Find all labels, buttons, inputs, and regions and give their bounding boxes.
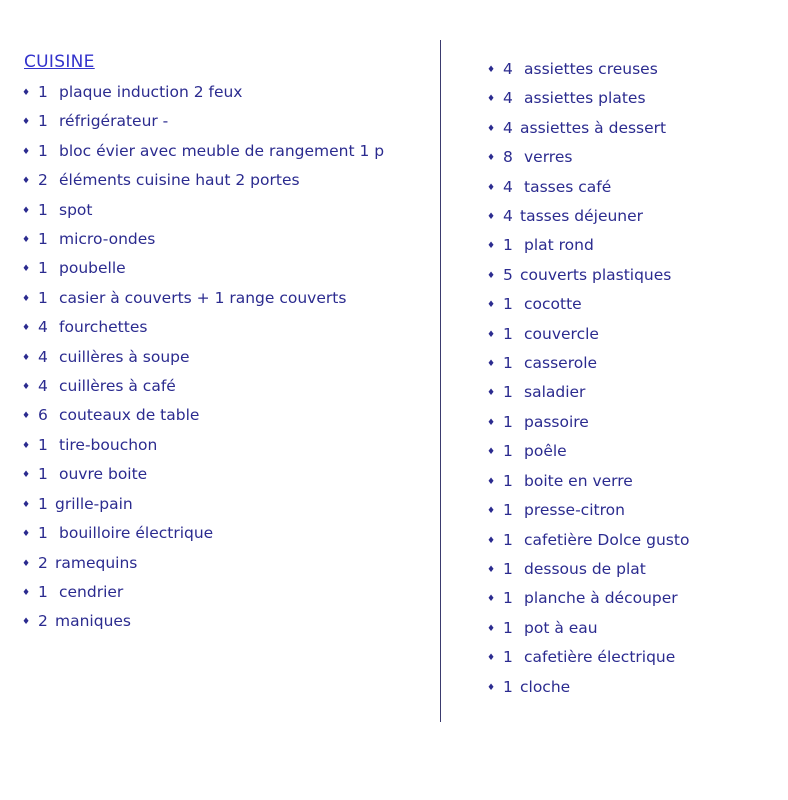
item-label: réfrigérateur -	[59, 112, 169, 131]
diamond-bullet-icon: ♦	[487, 270, 496, 281]
item-label: grille-pain	[55, 494, 133, 513]
list-item	[22, 79, 440, 108]
list-item	[22, 167, 440, 196]
item-quantity: 5	[503, 265, 513, 284]
list-item	[487, 615, 788, 644]
item-quantity: 1	[503, 618, 513, 637]
list-item	[22, 432, 440, 461]
diamond-bullet-icon: ♦	[22, 176, 31, 187]
list-item	[487, 321, 788, 350]
item-quantity: 1	[38, 141, 48, 160]
diamond-bullet-icon: ♦	[487, 241, 496, 252]
list-item	[487, 674, 788, 703]
diamond-bullet-icon: ♦	[22, 617, 31, 628]
list-item	[22, 138, 440, 167]
list-item	[487, 174, 788, 203]
list-item	[22, 108, 440, 137]
diamond-bullet-icon: ♦	[487, 359, 496, 370]
list-item	[22, 285, 440, 314]
list-item	[22, 197, 440, 226]
diamond-bullet-icon: ♦	[487, 447, 496, 458]
item-quantity: 6	[38, 406, 48, 425]
list-item	[22, 344, 440, 373]
diamond-bullet-icon: ♦	[487, 65, 496, 75]
diamond-bullet-icon: ♦	[22, 352, 31, 363]
diamond-bullet-icon: ♦	[487, 653, 496, 664]
item-quantity: 1	[38, 494, 48, 513]
diamond-bullet-icon: ♦	[487, 535, 496, 546]
item-label: maniques	[55, 612, 132, 631]
item-quantity: 1	[38, 524, 48, 543]
item-label: cafetière Dolce gusto	[524, 530, 690, 549]
item-label: poubelle	[59, 259, 126, 278]
list-item	[22, 373, 440, 402]
item-label: cendrier	[59, 582, 124, 601]
item-quantity: 4	[38, 347, 48, 366]
diamond-bullet-icon: ♦	[22, 499, 31, 510]
item-quantity: 1	[38, 435, 48, 454]
list-item	[487, 115, 788, 144]
item-label: assiettes à dessert	[520, 118, 667, 137]
list-item	[487, 232, 788, 261]
item-label: tire-bouchon	[59, 435, 158, 454]
item-label: bloc évier avec meuble de rangement 1 p	[59, 141, 385, 160]
list-item	[487, 144, 788, 173]
item-quantity: 1	[38, 200, 48, 219]
item-label: couvercle	[524, 324, 599, 343]
diamond-bullet-icon: ♦	[22, 440, 31, 451]
item-quantity: 1	[38, 288, 48, 307]
diamond-bullet-icon: ♦	[22, 529, 31, 540]
item-label: ouvre boite	[59, 465, 148, 484]
item-label: casier à couverts + 1 range couverts	[59, 288, 347, 307]
diamond-bullet-icon: ♦	[487, 300, 496, 311]
item-quantity: 1	[38, 582, 48, 601]
item-label: cuillères à soupe	[59, 347, 190, 366]
item-quantity: 4	[503, 177, 513, 196]
item-quantity: 4	[503, 207, 513, 226]
item-quantity: 4	[503, 89, 513, 108]
item-label: plaque induction 2 feux	[59, 83, 243, 101]
diamond-bullet-icon: ♦	[487, 123, 496, 134]
item-quantity: 4	[38, 377, 48, 396]
list-item	[487, 379, 788, 408]
list-item	[487, 262, 788, 291]
diamond-bullet-icon: ♦	[22, 470, 31, 481]
diamond-bullet-icon: ♦	[22, 264, 31, 275]
diamond-bullet-icon: ♦	[487, 417, 496, 428]
item-label: tasses café	[524, 177, 612, 196]
list-item	[487, 556, 788, 585]
list-item	[22, 579, 440, 608]
list-item	[487, 409, 788, 438]
list-item	[22, 608, 440, 637]
list-item	[487, 497, 788, 526]
item-label: saladier	[524, 383, 586, 402]
list-item	[22, 491, 440, 520]
item-quantity: 1	[38, 259, 48, 278]
diamond-bullet-icon: ♦	[487, 682, 496, 693]
item-quantity: 2	[38, 553, 48, 572]
list-item	[22, 314, 440, 343]
list-item	[22, 226, 440, 255]
item-label: éléments cuisine haut 2 portes	[59, 171, 300, 190]
list-item	[22, 520, 440, 549]
diamond-bullet-icon: ♦	[487, 329, 496, 340]
item-quantity: 1	[503, 530, 513, 549]
item-label: fourchettes	[59, 318, 148, 337]
item-quantity: 1	[503, 236, 513, 255]
item-quantity: 1	[503, 648, 513, 667]
item-quantity: 4	[503, 60, 513, 78]
list-item	[487, 438, 788, 467]
item-quantity: 1	[38, 230, 48, 249]
item-quantity: 1	[503, 471, 513, 490]
item-quantity: 1	[38, 112, 48, 131]
item-label: cafetière électrique	[524, 648, 676, 667]
item-label: dessous de plat	[524, 559, 646, 578]
item-label: cocotte	[524, 295, 582, 314]
diamond-bullet-icon: ♦	[22, 205, 31, 216]
diamond-bullet-icon: ♦	[22, 146, 31, 157]
diamond-bullet-icon: ♦	[22, 323, 31, 334]
right-column	[441, 0, 788, 703]
item-label: poêle	[524, 442, 567, 461]
item-quantity: 1	[503, 383, 513, 402]
list-item	[487, 585, 788, 614]
list-item	[22, 461, 440, 490]
list-item	[22, 402, 440, 431]
item-label: presse-citron	[524, 501, 625, 520]
diamond-bullet-icon: ♦	[22, 382, 31, 393]
item-label: couteaux de table	[59, 406, 200, 425]
item-label: passoire	[524, 412, 589, 431]
item-quantity: 4	[38, 318, 48, 337]
diamond-bullet-icon: ♦	[22, 117, 31, 128]
item-quantity: 1	[503, 677, 513, 696]
item-quantity: 1	[503, 354, 513, 373]
item-label: pot à eau	[524, 618, 598, 637]
diamond-bullet-icon: ♦	[487, 212, 496, 223]
kitchen-inventory-list-left	[22, 79, 440, 638]
diamond-bullet-icon: ♦	[22, 88, 31, 98]
list-item	[487, 291, 788, 320]
item-label: bouilloire électrique	[59, 524, 214, 543]
item-label: casserole	[524, 354, 598, 373]
list-item	[487, 56, 788, 85]
item-label: spot	[59, 200, 93, 219]
kitchen-inventory-list-right	[487, 56, 788, 703]
list-item	[487, 527, 788, 556]
diamond-bullet-icon: ♦	[22, 558, 31, 569]
diamond-bullet-icon: ♦	[487, 182, 496, 193]
diamond-bullet-icon: ♦	[22, 411, 31, 422]
list-item	[487, 85, 788, 114]
diamond-bullet-icon: ♦	[487, 564, 496, 575]
item-quantity: 1	[38, 465, 48, 484]
item-label: assiettes creuses	[524, 60, 658, 78]
item-quantity: 2	[38, 171, 48, 190]
diamond-bullet-icon: ♦	[22, 293, 31, 304]
item-quantity: 4	[503, 118, 513, 137]
item-quantity: 1	[38, 83, 48, 101]
item-label: ramequins	[55, 553, 138, 572]
diamond-bullet-icon: ♦	[22, 235, 31, 246]
item-label: assiettes plates	[524, 89, 646, 108]
item-label: plat rond	[524, 236, 594, 255]
item-quantity: 1	[503, 589, 513, 608]
list-item	[487, 350, 788, 379]
item-quantity: 8	[503, 148, 513, 167]
list-item	[487, 468, 788, 497]
item-label: planche à découper	[524, 589, 678, 608]
item-label: verres	[524, 148, 573, 167]
diamond-bullet-icon: ♦	[487, 94, 496, 105]
list-item	[487, 203, 788, 232]
item-label: tasses déjeuner	[520, 207, 644, 226]
item-label: boite en verre	[524, 471, 633, 490]
diamond-bullet-icon: ♦	[487, 506, 496, 517]
item-label: micro-ondes	[59, 230, 156, 249]
diamond-bullet-icon: ♦	[487, 153, 496, 164]
list-item	[487, 644, 788, 673]
diamond-bullet-icon: ♦	[487, 623, 496, 634]
item-label: couverts plastiques	[520, 265, 672, 284]
list-item	[22, 255, 440, 284]
diamond-bullet-icon: ♦	[487, 388, 496, 399]
item-quantity: 2	[38, 612, 48, 631]
diamond-bullet-icon: ♦	[487, 476, 496, 487]
item-quantity: 1	[503, 501, 513, 520]
list-item	[22, 550, 440, 579]
item-quantity: 1	[503, 442, 513, 461]
item-quantity: 1	[503, 324, 513, 343]
page-title: CUISINE	[24, 52, 95, 72]
left-column	[0, 0, 440, 638]
item-label: cloche	[520, 677, 571, 696]
item-quantity: 1	[503, 559, 513, 578]
item-label: cuillères à café	[59, 377, 176, 396]
item-quantity: 1	[503, 412, 513, 431]
item-quantity: 1	[503, 295, 513, 314]
diamond-bullet-icon: ♦	[22, 587, 31, 598]
diamond-bullet-icon: ♦	[487, 594, 496, 605]
